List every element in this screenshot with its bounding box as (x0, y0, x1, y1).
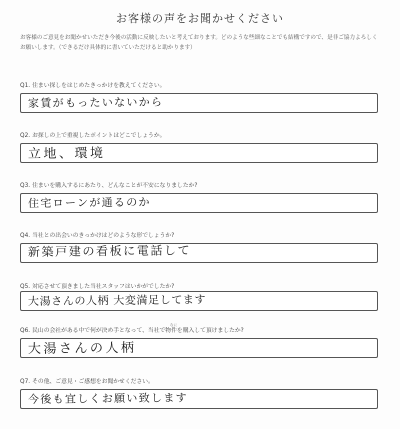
question-text: お探しの上で重視したポイントはどこでしょうか。 (32, 133, 166, 139)
question-3 (20, 182, 380, 210)
handwritten-answer: 立地、環境 (27, 146, 106, 162)
question-4 (20, 232, 380, 259)
question-7 (20, 378, 380, 406)
handwritten-answer: 大湯さんの人柄 (27, 340, 137, 357)
answer-box[interactable] (20, 338, 378, 358)
answer-box[interactable] (20, 193, 378, 213)
question-5 (20, 283, 380, 308)
question-6 (20, 323, 380, 357)
handwritten-answer: 住宅ローンが通るのか (27, 195, 151, 210)
question-label (20, 327, 380, 335)
question-1 (20, 82, 380, 110)
question-label (20, 182, 380, 190)
question-text: 当社との出会いのきっかけはどのような形でしょうか? (32, 233, 175, 239)
question-number: Q4. (20, 233, 31, 239)
answer-box[interactable] (20, 291, 378, 311)
question-text: 対応させて頂きました当社スタッフはいかがでしたか? (32, 284, 175, 290)
question-label (20, 232, 380, 240)
answer-box[interactable] (20, 389, 378, 409)
question-label (20, 378, 380, 386)
question-label (20, 82, 380, 90)
question-text: 民山の会社がある中で何が決め手となって、当社で物件を購入して頂けましたか? (32, 328, 244, 334)
question-number: Q7. (20, 379, 31, 385)
question-text: 住まい探しをはじめたきっかけを教えてください。 (32, 83, 166, 89)
answer-box[interactable] (20, 243, 378, 263)
question-label (20, 283, 380, 291)
handwritten-answer: 新築戸建の看板に電話して (27, 243, 192, 259)
question-text: その他、ご意見・ご感想をお聞かせください。 (32, 379, 154, 385)
question-number: Q5. (20, 284, 31, 290)
form-intro: お客様のご意見をお聞かせいただき今後の活動に反映したいと考えております。どのような些細なことでも結構ですので、是非ご協力よろしくお願いします。（できるだけ具体的に書いていただけると助かります） (20, 35, 378, 51)
handwritten-answer: 家賃がもったいないから (27, 95, 164, 110)
ruby-annotation: なに (170, 323, 178, 327)
handwritten-answer: 大湯さんの人柄 大変満足してます (27, 293, 207, 308)
question-number: Q6. (20, 328, 31, 334)
question-number: Q3. (20, 183, 31, 189)
question-text: 住まいを購入するにあたり、どんなことが不安になりましたか? (32, 183, 198, 189)
form-title: お客様の声をお聞かせください (116, 12, 284, 25)
question-label (20, 132, 380, 140)
question-number: Q2. (20, 133, 31, 139)
question-2 (20, 132, 380, 162)
question-number: Q1. (20, 83, 31, 89)
handwritten-answer: 今後も宜しくお願い致します (27, 391, 188, 406)
answer-box[interactable] (20, 93, 378, 113)
answer-box[interactable] (20, 143, 378, 163)
